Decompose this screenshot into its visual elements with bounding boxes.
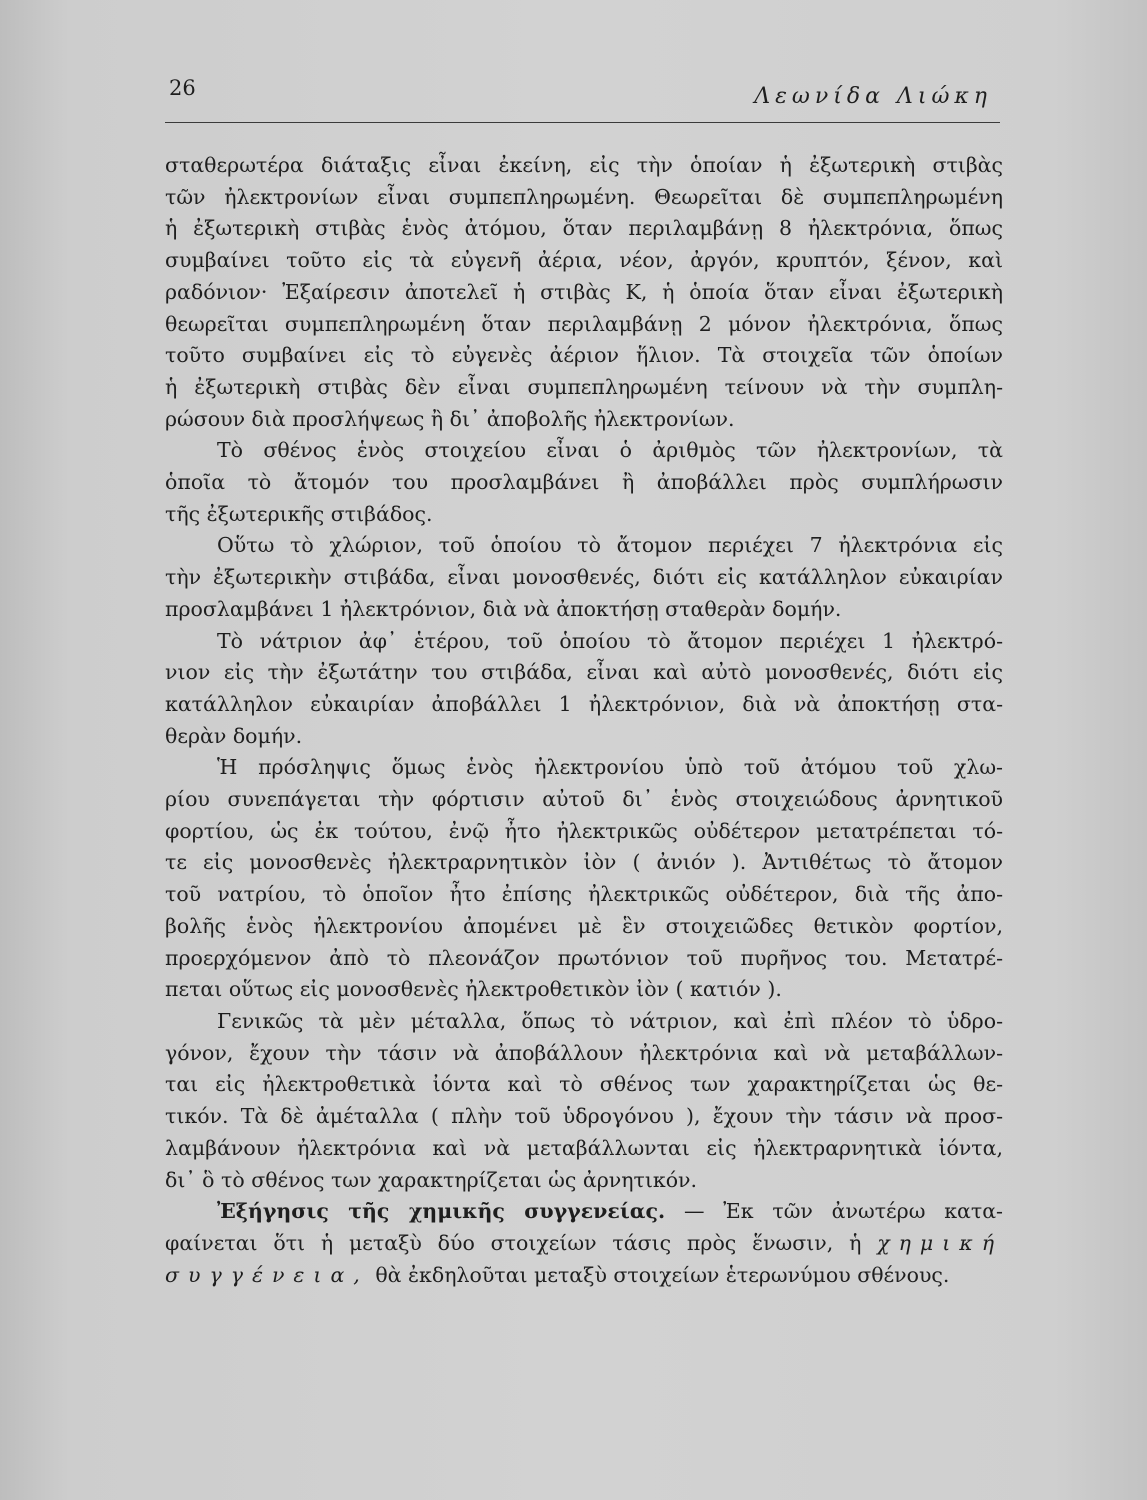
- text-line: [165, 1196, 1003, 1228]
- text-line: [165, 1228, 1003, 1260]
- paragraph: [165, 1006, 1003, 1196]
- text-line: σταθερωτέρα διάταξις εἶναι ἐκείνη, εἰς τὴν ὁποίαν ἡ ἐξωτερικὴ στιβὰς: [165, 153, 1003, 177]
- text-line: φορτίου, ὡς ἐκ τούτου, ἐνῷ ἦτο ἠλεκτρικῶς οὐδέτερον μετατρέπεται τό-: [165, 818, 1003, 843]
- text-line: Οὕτω τὸ χλώριον, τοῦ ὁποίου τὸ ἄτομον περιέχει 7 ἠλεκτρόνια εἰς: [217, 533, 1003, 558]
- body-text: [165, 150, 1003, 1291]
- section-heading: Ἐξήγησις τῆς χημικῆς συγγενείας.: [217, 1199, 666, 1224]
- text-line: προερχόμενον ἀπὸ τὸ πλεονάζον πρωτόνιον τοῦ πυρῆνος του. Μετατρέ-: [165, 945, 1003, 970]
- text-line: λαμβάνουν ἠλεκτρόνια καὶ νὰ μεταβάλλωνται εἰς ἠλεκτραρνητικὰ ἰόντα,: [165, 1135, 1003, 1160]
- text-line: κατάλληλον εὐκαιρίαν ἀποβάλλει 1 ἠλεκτρόνιον, διὰ νὰ ἀποκτήσῃ στα-: [165, 691, 1003, 716]
- text-line: ὁποῖα τὸ ἄτομόν του προσλαμβάνει ἢ ἀποβάλλει πρὸς συμπλήρωσιν: [165, 470, 1003, 495]
- text-line: τε εἰς μονοσθενὲς ἠλεκτραρνητικὸν ἰὸν ( ἀνιόν ). Ἀντιθέτως τὸ ἄτομον: [165, 850, 1003, 875]
- text-line: ρίου συνεπάγεται τὴν φόρτισιν αὐτοῦ δι᾽ ἑνὸς στοιχειώδους ἀρνητικοῦ: [165, 787, 1003, 812]
- text-line: τοῦτο συμβαίνει εἰς τὸ εὐγενὲς ἀέριον ἥλιον. Τὰ στοιχεῖα τῶν ὁποίων: [165, 343, 1003, 368]
- text-line: ρώσουν διὰ προσλήψεως ἢ δι᾽ ἀποβολῆς ἠλεκτρονίων.: [165, 406, 735, 431]
- section-line1-rest: — Ἐκ τῶν ἀνωτέρω κατα-: [665, 1199, 1003, 1224]
- text-line: τοῦ νατρίου, τὸ ὁποῖον ἦτο ἐπίσης ἠλεκτρικῶς οὐδέτερον, διὰ τῆς ἀπο-: [165, 882, 1003, 907]
- text-line: τικόν. Τὰ δὲ ἀμέταλλα ( πλὴν τοῦ ὑδρογόνου ), ἔχουν τὴν τάσιν νὰ προσ-: [165, 1104, 1003, 1129]
- text-line: προσλαμβάνει 1 ἠλεκτρόνιον, διὰ νὰ ἀποκτήσῃ σταθερὰν δομήν.: [165, 596, 842, 621]
- text-line: τὴν ἐξωτερικὴν στιβάδα, εἶναι μονοσθενές, διότι εἰς κατάλληλον εὐκαιρίαν: [165, 565, 1003, 590]
- paragraph: [165, 752, 1003, 1006]
- text-line: πεται οὕτως εἰς μονοσθενὲς ἠλεκτροθετικὸν ἰὸν ( κατιόν ).: [165, 977, 782, 1002]
- text-line: νιον εἰς τὴν ἐξωτάτην του στιβάδα, εἶναι καὶ αὐτὸ μονοσθενές, διότι εἰς: [165, 660, 1003, 685]
- text-line: γόνον, ἔχουν τὴν τάσιν νὰ ἀποβάλλουν ἠλεκτρόνια καὶ νὰ μεταβάλλων-: [165, 1040, 1003, 1065]
- paragraph: [165, 150, 1003, 435]
- paragraph: [165, 626, 1003, 753]
- text-line: Ἡ πρόσληψις ὅμως ἑνὸς ἠλεκτρονίου ὑπὸ τοῦ ἀτόμου τοῦ χλω-: [217, 755, 1003, 780]
- spaced-term-part1: χημική: [877, 1230, 1003, 1255]
- running-head: Λεωνίδα Λιώκη: [754, 84, 992, 109]
- section-paragraph: [165, 1196, 1003, 1291]
- text-line: θεωρεῖται συμπεπληρωμένη ὅταν περιλαμβάνῃ 2 μόνον ἠλεκτρόνια, ὅπως: [165, 311, 1003, 336]
- text-line: τῆς ἐξωτερικῆς στιβάδος.: [165, 501, 433, 526]
- text-line: τῶν ἠλεκτρονίων εἶναι συμπεπληρωμένη. Θεωρεῖται δὲ συμπεπληρωμένη: [165, 184, 1003, 209]
- text-line: ται εἰς ἠλεκτροθετικὰ ἰόντα καὶ τὸ σθένος των χαρακτηρίζεται ὡς θε-: [165, 1072, 1003, 1097]
- text-line: ἡ ἐξωτερικὴ στιβὰς ἑνὸς ἀτόμου, ὅταν περιλαμβάνῃ 8 ἠλεκτρόνια, ὅπως: [165, 216, 1003, 241]
- section-line3-rest: θὰ ἐκδηλοῦται μεταξὺ στοιχείων ἑτερωνύμου σθένους.: [368, 1262, 950, 1287]
- text-line: Τὸ σθένος ἑνὸς στοιχείου εἶναι ὁ ἀριθμὸς τῶν ἠλεκτρονίων, τὰ: [217, 438, 1003, 463]
- text-line: [165, 1260, 1003, 1292]
- spaced-term-part2: συγγένεια,: [165, 1262, 369, 1287]
- text-line: βολῆς ἑνὸς ἠλεκτρονίου ἀπομένει μὲ ἓν στοιχειῶδες θετικὸν φορτίον,: [165, 913, 1003, 938]
- section-line2-start: φαίνεται ὅτι ἡ μεταξὺ δύο στοιχείων τάσις πρὸς ἕνωσιν, ἡ: [165, 1230, 878, 1255]
- page-header: [165, 70, 1000, 123]
- page-number: 26: [169, 76, 196, 100]
- text-line: συμβαίνει τοῦτο εἰς τὰ εὐγενῆ ἀέρια, νέον, ἀργόν, κρυπτόν, ξένον, καὶ: [165, 248, 1003, 273]
- text-line: ραδόνιον· Ἐξαίρεσιν ἀποτελεῖ ἡ στιβὰς Κ, ἡ ὁποία ὅταν εἶναι ἐξωτερικὴ: [165, 279, 1003, 304]
- paragraph: [165, 530, 1003, 625]
- text-line: θερὰν δομήν.: [165, 723, 303, 748]
- text-line: ἡ ἐξωτερικὴ στιβὰς δὲν εἶναι συμπεπληρωμένη τείνουν νὰ τὴν συμπλη-: [165, 374, 1003, 399]
- text-line: Γενικῶς τὰ μὲν μέταλλα, ὅπως τὸ νάτριον, καὶ ἐπὶ πλέον τὸ ὑδρο-: [217, 1008, 1003, 1033]
- paragraph: [165, 435, 1003, 530]
- text-line: δι᾽ ὃ τὸ σθένος των χαρακτηρίζεται ὡς ἀρνητικόν.: [165, 1167, 698, 1192]
- text-line: Τὸ νάτριον ἀφ᾽ ἑτέρου, τοῦ ὁποίου τὸ ἄτομον περιέχει 1 ἠλεκτρό-: [217, 628, 1003, 653]
- paragraphs: [165, 150, 1003, 1196]
